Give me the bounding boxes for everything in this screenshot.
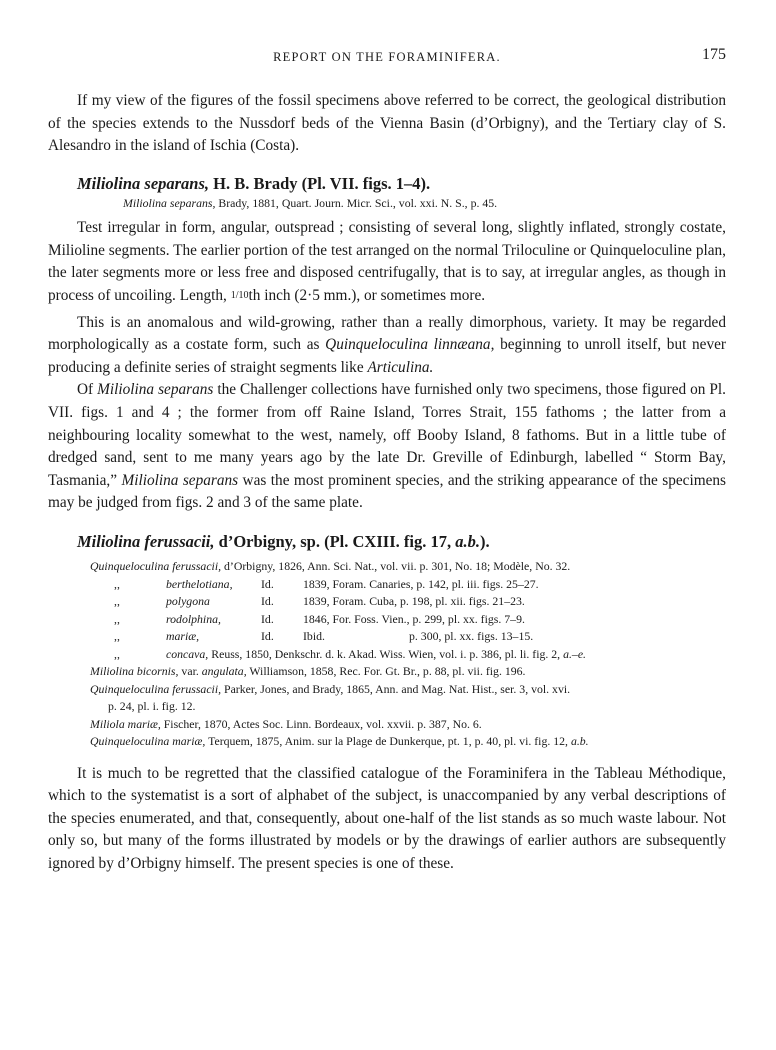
species-authority: H. B. Brady (Pl. VII. figs. 1–4). bbox=[209, 173, 431, 193]
synonymy-reference: Brady, 1881, Quart. Journ. Micr. Sci., vol. xxi. N. S., p. 45. bbox=[215, 195, 498, 210]
ditto-mark: ,, bbox=[114, 594, 120, 608]
synonymy-list-ferussacii bbox=[48, 558, 726, 751]
description-paragraph: Test irregular in form, angular, outspread ; consisting of several long, slightly inflated, strongly costate, Milioline segments. The earlier portion of the test arranged on the normal Triloculine or Quinqueloculine plan, the later segments more or less free and disposed centrifugally, that is to say, at irregular angles, as though in process of uncoiling. Length, 1/10th inch (2·5 mm.), or sometimes more. bbox=[48, 219, 726, 305]
intro-paragraph: If my view of the figures of the fossil specimens above referred to be correct, the geological distribution of the species extends to the Nussdorf beds of the Vienna Basin (d’Orbigny), and the Tertiary clay of S. Alesandro in the island of Ischia (Costa). bbox=[48, 92, 726, 155]
page-header bbox=[48, 46, 726, 68]
fraction: 1/10 bbox=[230, 290, 249, 302]
synonymy-entry: Quinqueloculina ferussacii, d’Orbigny, 1826, Ann. Sci. Nat., vol. vii. p. 301, No. 18; Modèle, No. 32. bbox=[90, 559, 571, 573]
closing-paragraph: It is much to be regretted that the classified catalogue of the Foraminifera in the Tableau Méthodique, which to the systematist is a sort of alphabet of the subject, is unaccompanied by any verbal descriptions of the species enumerated, and that, consequently, about one-half of the list stands as so much waste labour. Not only so, but many of the forms illustrated by models or by the drawings of earlier authors are subsequently ignored by d’Orbigny himself. The present species is one of these. bbox=[48, 764, 726, 872]
synonymy-entry: ,, rodolphina, Id. 1846, For. Foss. Vien., p. 299, pl. xx. figs. 7–9. bbox=[48, 611, 726, 629]
ditto-mark: ,, bbox=[114, 629, 120, 643]
synonymy-entry bbox=[48, 195, 726, 213]
ditto-mark: ,, bbox=[114, 646, 120, 661]
species-heading-separans bbox=[48, 173, 726, 195]
ditto-mark: ,, bbox=[114, 576, 120, 591]
synonymy-entry-continuation: p. 24, pl. i. fig. 12. bbox=[108, 699, 196, 713]
localities-paragraph: Of Miliolina separans the Challenger collections have furnished only two specimens, those figured on Pl. VII. figs. 1 and 4 ; the former from off Raine Island, Torres Strait, 155 fathoms ; the latter from a neighbouring locality somewhat to the west, namely, off Booby Island, 8 fathoms. But in a little tube of dredged sand, sent to me many years ago by the late Dr. Greville of Edinburgh, labelled “ Storm Bay, Tasmania,” Miliolina separans was the most prominent species, and the striking appearance of the specimens may be judged from figs. 2 and 3 of the same plate. bbox=[48, 381, 727, 512]
synonymy-list-separans bbox=[48, 195, 726, 213]
running-head: REPORT ON THE FORAMINIFERA. bbox=[273, 50, 501, 64]
page-body bbox=[48, 90, 726, 875]
synonymy-entry: Miliolina bicornis, var. angulata, Williamson, 1858, Rec. For. Gt. Br., p. 88, pl. vii. fig. 196. bbox=[90, 664, 526, 678]
synonymy-entry: Quinqueloculina mariæ, Terquem, 1875, Anim. sur la Plage de Dunkerque, pt. 1, p. 40, pl. vi. fig. 12, a.b. bbox=[90, 734, 589, 748]
synonymy-entry: ,, mariæ, Id. Ibid. p. 300, pl. xx. figs. 13–15. bbox=[48, 628, 726, 646]
ditto-mark: ,, bbox=[114, 611, 120, 626]
synonymy-entry: ,, berthelotiana, Id. 1839, Foram. Canaries, p. 142, pl. iii. figs. 25–27. bbox=[48, 576, 726, 594]
variety-paragraph: This is an anomalous and wild-growing, rather than a really dimorphous, variety. It may be regarded morphologically as a costate form, such as Quinqueloculina linnæana, beginning to unroll itself, but never producing a definite series of straight segments like Articulina. bbox=[48, 313, 726, 376]
synonymy-entry: ,, concava, Reuss, 1850, Denkschr. d. k. Akad. Wiss. Wien, vol. i. p. 386, pl. li. fig. 2, a.–e. bbox=[48, 646, 726, 664]
synonymy-entry: Miliola mariæ, Fischer, 1870, Actes Soc. Linn. Bordeaux, vol. xxvii. p. 387, No. 6. bbox=[90, 716, 482, 731]
species-name: Miliolina separans, bbox=[77, 173, 210, 193]
page-number: 175 bbox=[702, 46, 726, 63]
synonymy-entry: ,, polygona Id. 1839, Foram. Cuba, p. 198, pl. xii. figs. 21–23. bbox=[48, 593, 726, 611]
species-heading-ferussacii: Miliolina ferussacii, d’Orbigny, sp. (Pl. CXIII. fig. 17, a.b.). bbox=[77, 532, 490, 551]
synonymy-entry: Quinqueloculina ferussacii, Parker, Jones, and Brady, 1865, Ann. and Mag. Nat. Hist., ser. 3, vol. xvi. bbox=[90, 681, 571, 696]
species-name: Miliolina ferussacii, bbox=[77, 532, 215, 551]
synonymy-taxon: Miliolina separans, bbox=[123, 195, 216, 210]
